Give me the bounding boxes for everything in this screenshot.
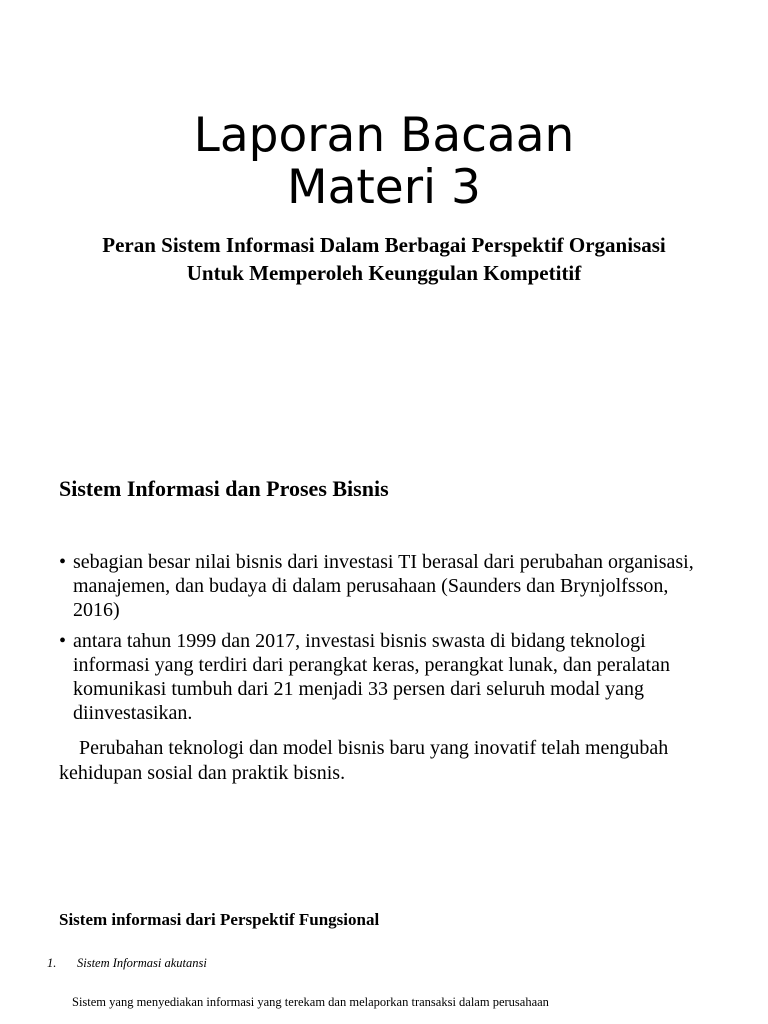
item-number: 1.: [47, 956, 57, 970]
section-heading-proses-bisnis: Sistem Informasi dan Proses Bisnis: [59, 476, 389, 501]
title-line-1: Laporan Bacaan: [193, 108, 575, 163]
body-paragraph: Perubahan teknologi dan model bisnis baru yang inovatif telah mengubah kehidupan sosial dan praktik bisnis.: [59, 737, 669, 784]
bullet-text: sebagian besar nilai bisnis dari investasi TI berasal dari perubahan organisasi, manajemen, dan budaya di dalam perusahaan (Saunders dan Brynjolfsson, 2016): [73, 551, 694, 621]
list-item: [59, 629, 719, 725]
numbered-item: [47, 954, 207, 972]
list-item: [59, 550, 719, 622]
item-description: Sistem yang menyediakan informasi yang terekam dan melaporkan transaksi dalam perusahaan: [72, 995, 549, 1009]
bullet-marker: •: [59, 551, 67, 573]
item-label: Sistem Informasi akutansi: [77, 956, 207, 970]
document-title: [0, 110, 768, 214]
bullet-marker: •: [59, 630, 67, 652]
section-heading-perspektif-fungsional: Sistem informasi dari Perspektif Fungsional: [59, 910, 380, 929]
title-line-2: Materi 3: [287, 160, 481, 215]
bullet-text: antara tahun 1999 dan 2017, investasi bisnis swasta di bidang teknologi informasi yang terdiri dari perangkat keras, perangkat lunak, dan peralatan komunikasi tumbuh dari 21 menjadi 33 persen dari seluruh modal yang diinvestasikan.: [73, 630, 670, 724]
bullet-list: [59, 550, 719, 732]
document-subtitle: Peran Sistem Informasi Dalam Berbagai Perspektif Organisasi Untuk Memperoleh Keunggulan Kompetitif: [102, 233, 666, 285]
